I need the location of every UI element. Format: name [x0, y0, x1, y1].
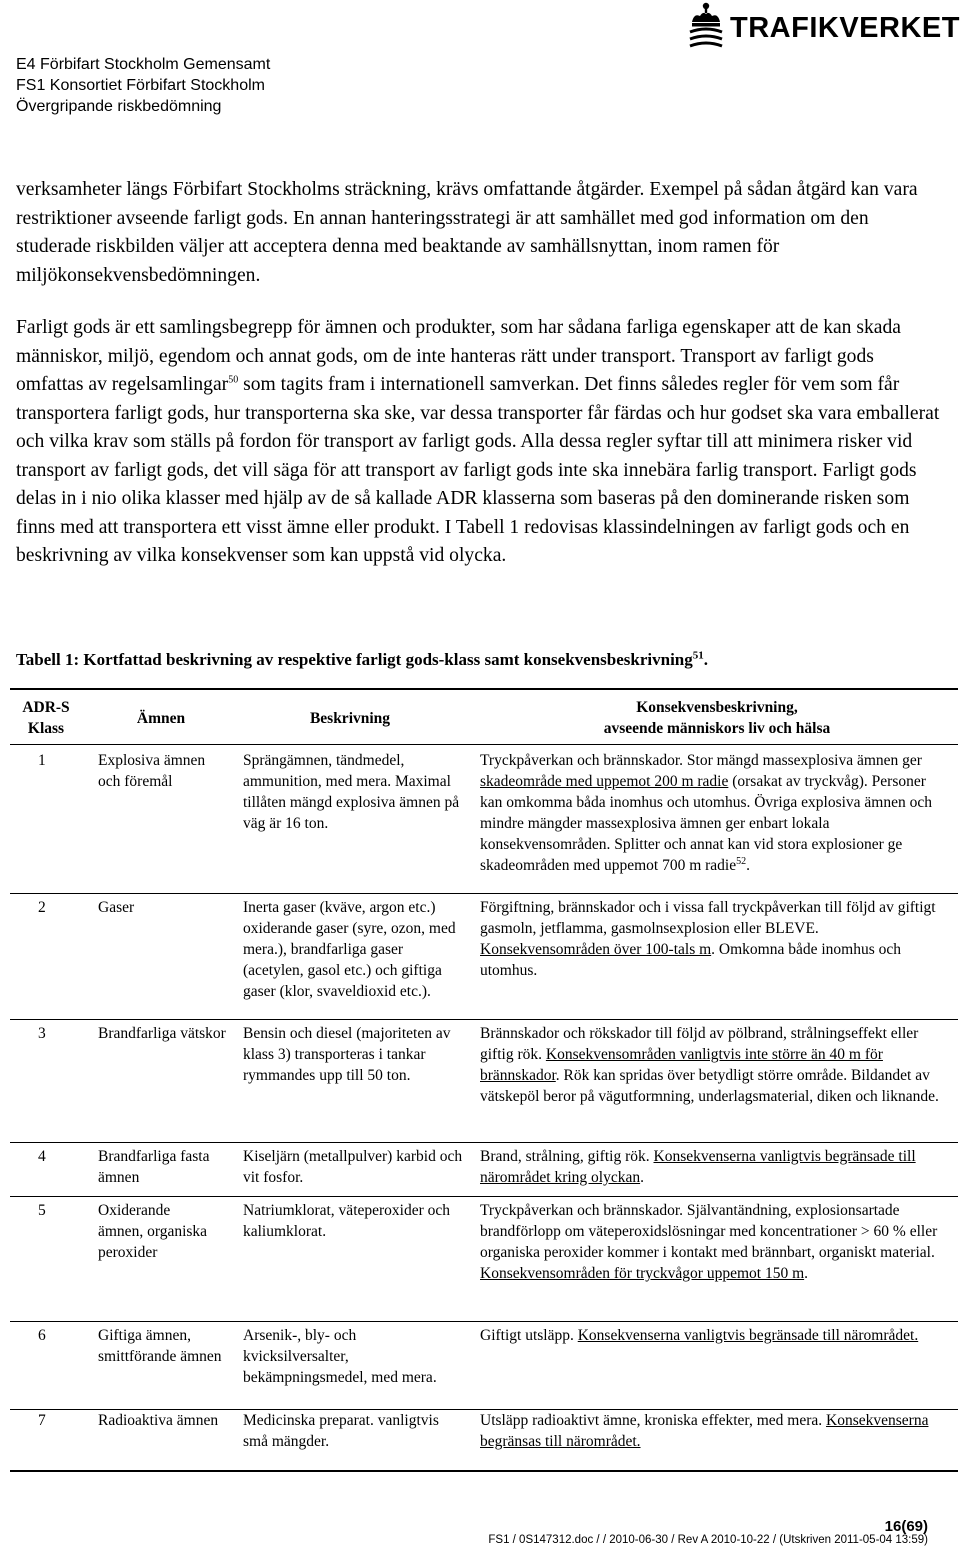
cell-klass: 4: [38, 1148, 46, 1165]
cell-amnen: Oxiderande ämnen, organiska peroxider: [98, 1202, 208, 1261]
paragraph-intro: verksamheter längs Förbifart Stockholms sträckning, krävs omfattande åtgärder. Exempel på sådan åtgärd kan vara restriktioner avseende farligt gods. En annan hanteringsstrategi är att samhället med god information om den studerade riskbilden väljer att acceptera denna med beaktande av samhällsnyttan, inom ramen för miljökonsekvensbedömningen.: [16, 179, 918, 286]
footnote-ref: 50: [228, 374, 239, 386]
crown-icon: [686, 2, 726, 48]
column-header-klass: [10, 697, 82, 739]
header-document-title: Övergripande riskbedömning: [16, 98, 222, 115]
header-text: avseende människors liv och hälsa: [603, 720, 831, 737]
cell-beskrivning: Kiseljärn (metallpulver) karbid och vit fosfor.: [243, 1148, 463, 1186]
table-top-rule: [10, 688, 958, 690]
cell-konsekvens: [480, 1200, 950, 1284]
cell-klass: 1: [38, 752, 46, 769]
cell-underlined-text: Konsekvensområden för tryckvågor uppemot 150 m: [480, 1265, 805, 1282]
cell-konsekvens: [480, 1146, 950, 1188]
cell-text: Brand, strålning, giftig rök.: [480, 1148, 654, 1165]
cell-klass: 7: [38, 1412, 46, 1429]
cell-amnen: Explosiva ämnen och föremål: [98, 752, 206, 790]
caption-end: .: [703, 650, 709, 669]
cell-konsekvens: [480, 1023, 950, 1107]
cell-beskrivning: Inerta gaser (kväve, argon etc.) oxiderande gaser (syre, ozon, med mera.), brandfarliga gaser (acetylen, gasol etc.) och giftiga gaser (klor, svaveldioxid etc.).: [243, 899, 456, 1000]
table-caption: [16, 650, 708, 670]
cell-beskrivning: Natriumklorat, väteperoxider och kaliumklorat.: [243, 1202, 451, 1240]
cell-text: Utsläpp radioaktivt ämne, kroniska effekter, med mera.: [480, 1412, 827, 1429]
cell-text: Tryckpåverkan och brännskador. Stor mängd massexplosiva ämnen ger: [480, 752, 922, 769]
header-text: Konsekvensbeskrivning,: [636, 699, 798, 716]
cell-underlined-text: Konsekvensområden över 100-tals m: [480, 941, 712, 958]
paragraph-text: som tagits fram i internationell samverkan. Det finns således regler för vem som får transportera farligt gods, hur transporterna ska ske, var dessa transporter får färdas och hur godset ska vara emballerat och vilka krav som ställs på fordon för transport av farligt gods. Alla dessa regler syftar till att minimera risker vid transport av farligt gods, det vill säga för att transport av farligt gods inte ska innebära farlig transport. Farligt gods delas in i nio olika klasser med hjälp av de så kallade ADR klasserna som baseras på den dominerande risken som finns med att transportera ett visst ämne eller produkt. I Tabell 1 redovisas klassindelningen av farligt gods och en beskrivning av vilka konsekvenser som kan uppstå vid olycka.: [16, 374, 940, 566]
cell-underlined-text: Konsekvensområden vanligtvis inte större än 40 m för brännskador: [480, 1046, 883, 1084]
cell-klass: 2: [38, 899, 46, 916]
table-header-rule: [10, 744, 958, 745]
cell-konsekvens: [480, 1325, 950, 1346]
cell-beskrivning: Medicinska preparat. vanligtvis små mängder.: [243, 1412, 439, 1450]
cell-underlined-text: Konsekvenserna begränsas till närområdet.: [480, 1412, 929, 1450]
document-header: [16, 54, 270, 117]
cell-klass: 5: [38, 1202, 46, 1219]
cell-text: . Rök kan spridas över betydligt större område. Bildandet av vätskepöl beror på vägutformning, underlagsmaterial, diken och liknande.: [480, 1067, 939, 1105]
column-header-konsekvens: [476, 697, 958, 739]
cell-text: .: [804, 1265, 809, 1282]
cell-amnen: Gaser: [98, 899, 135, 916]
cell-amnen: Brandfarliga vätskor: [98, 1025, 226, 1042]
cell-beskrivning: Sprängämnen, tändmedel, ammunition, med mera. Maximal tillåten mängd explosiva ämnen på väg är 16 ton.: [243, 752, 460, 832]
paragraph-farligt-gods: [16, 314, 946, 571]
column-header-beskrivning: Beskrivning: [309, 710, 391, 727]
cell-konsekvens: [480, 1410, 950, 1452]
cell-text: Tryckpåverkan och brännskador. Självantändning, explosionsartade brandförlopp om väteperoxidslösningar med koncentrationer > 60 % eller organiska peroxider kommer i kontakt med brännbart, organiskt material.: [480, 1202, 938, 1261]
cell-konsekvens: [480, 897, 950, 981]
cell-text: .: [746, 857, 750, 874]
cell-amnen: Radioaktiva ämnen: [98, 1412, 219, 1429]
trafikverket-logo: [686, 0, 960, 50]
cell-underlined-text: Konsekvenserna vanligtvis begränsade till närområdet.: [577, 1327, 919, 1344]
header-text: Klass: [27, 720, 65, 737]
page-number: 16(69): [884, 1518, 928, 1535]
table-bottom-rule: [10, 1470, 958, 1472]
column-header-amnen: Ämnen: [136, 710, 186, 727]
row-divider: [10, 1321, 958, 1322]
footnote-ref: 52: [736, 855, 747, 867]
header-text: ADR-S: [22, 699, 70, 716]
caption-text: Tabell 1: Kortfattad beskrivning av respektive farligt gods-klass samt konsekvensbeskrivning: [16, 650, 693, 669]
cell-underlined-text: skadeområde med uppemot 200 m radie: [480, 773, 729, 790]
row-divider: [10, 1196, 958, 1197]
cell-beskrivning: Bensin och diesel (majoriteten av klass 3) transporteras i tankar rymmandes upp till 50 ton.: [243, 1025, 451, 1084]
cell-konsekvens: [480, 750, 950, 876]
cell-klass: 3: [38, 1025, 46, 1042]
cell-underlined-text: Konsekvenserna vanligtvis begränsade till närområdet kring olyckan: [480, 1148, 916, 1186]
cell-amnen: Brandfarliga fasta ämnen: [98, 1148, 210, 1186]
paragraph-text: Farligt gods är ett samlingsbegrepp för ämnen och produkter, som har sådana farliga egenskaper att de kan skada människor, miljö, egendom och annat gods, om de inte hanteras rätt under transport. Transport av farligt gods omfattas av regelsamlingar: [16, 317, 901, 395]
cell-text: (orsakat av tryckvåg). Personer kan omkomma båda inomhus och utomhus. Övriga explosiva ämnen och mindre mängder massexplosiva ämnen ger enbart lokala konsekvensområden. Splitter och annat kan vid stora explosioner ge skadeområden med uppemot 700 m radie: [480, 773, 932, 874]
row-divider: [10, 893, 958, 894]
cell-text: Förgiftning, brännskador och i vissa fall tryckpåverkan till följd av giftigt gasmoln, jetflamma, gasmolnsexplosion eller BLEVE.: [480, 899, 936, 937]
header-project: E4 Förbifart Stockholm Gemensamt: [16, 56, 271, 73]
document-reference: FS1 / 0S147312.doc / / 2010-06-30 / Rev A 2010-10-22 / (Utskriven 2011-05-04 13:59): [488, 1534, 928, 1546]
cell-klass: 6: [38, 1327, 46, 1344]
cell-text: Giftigt utsläpp.: [480, 1327, 578, 1344]
logo-wordmark: TRAFIKVERKET: [730, 12, 960, 44]
cell-text: .: [640, 1169, 644, 1186]
cell-text: Brännskador och rökskador till följd av pölbrand, strålningseffekt eller giftig rök.: [480, 1025, 919, 1063]
cell-beskrivning: Arsenik-, bly- och kvicksilversalter, bekämpningsmedel, med mera.: [243, 1327, 437, 1386]
footnote-ref: 51: [692, 649, 704, 662]
row-divider: [10, 1019, 958, 1020]
row-divider: [10, 1142, 958, 1143]
cell-amnen: Giftiga ämnen, smittförande ämnen: [98, 1327, 222, 1365]
header-consortium: FS1 Konsortiet Förbifart Stockholm: [16, 77, 265, 94]
cell-text: . Omkomna både inomhus och utomhus.: [480, 941, 902, 979]
